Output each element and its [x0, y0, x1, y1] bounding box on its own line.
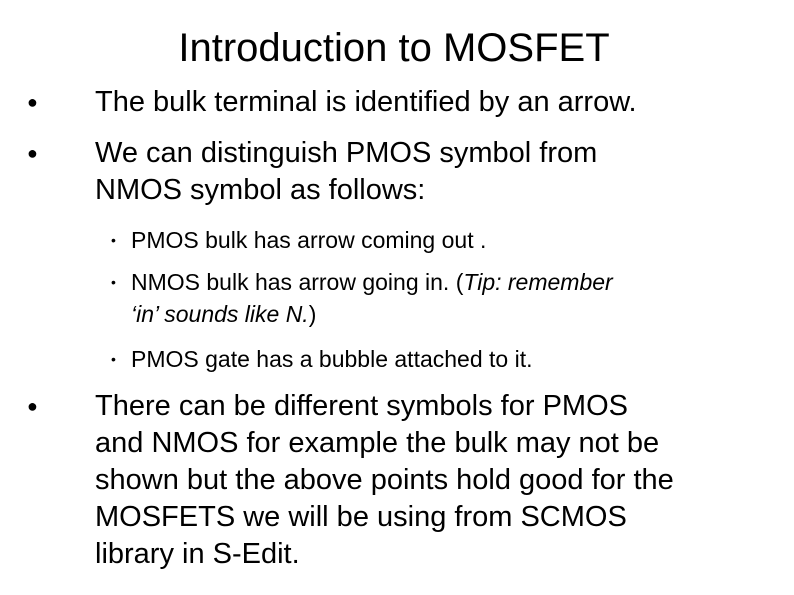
- sub-bullet-text-line: [131, 298, 751, 330]
- slide-title: Introduction to MOSFET: [178, 26, 610, 70]
- sub-bullet-text: PMOS bulk has arrow coming out .: [131, 227, 487, 253]
- sub-bullet-item-2: [111, 266, 751, 330]
- sub-bullet-glyph: •: [111, 232, 116, 248]
- bullet-text-line: shown but the above points hold good for the: [95, 464, 674, 496]
- bullet-glyph: ●: [27, 92, 38, 112]
- bullet-text-line: There can be different symbols for PMOS: [95, 390, 628, 422]
- tip-text: : remember: [495, 269, 613, 295]
- bullet-item-2: [27, 135, 775, 209]
- tip-text: ‘in’ sounds like N.: [131, 301, 309, 327]
- sub-bullet-glyph: •: [111, 274, 116, 290]
- bullet-text: The bulk terminal is identified by an arrow.: [95, 86, 637, 118]
- sub-bullet-item-1: [111, 224, 751, 256]
- bullet-glyph: ●: [27, 143, 38, 163]
- sub-bullet-item-3: [111, 343, 751, 375]
- bullet-text-line: MOSFETS we will be using from SCMOS: [95, 501, 627, 533]
- sub-bullet-glyph: •: [111, 351, 116, 367]
- sub-bullet-text: NMOS bulk has arrow going in. (: [131, 269, 464, 295]
- sub-bullet-text: ): [308, 301, 317, 327]
- tip-label: Tip: [463, 269, 496, 295]
- bullet-item-3: [27, 388, 775, 573]
- bullet-text-line: library in S-Edit.: [95, 538, 300, 570]
- bullet-text-line: We can distinguish PMOS symbol from: [95, 137, 598, 169]
- sub-bullet-text: PMOS gate has a bubble attached to it.: [131, 346, 533, 372]
- sub-bullet-text-line: [131, 266, 751, 298]
- bullet-text-line: and NMOS for example the bulk may not be: [95, 427, 660, 459]
- bullet-item-1: [27, 84, 775, 121]
- bullet-glyph: ●: [27, 396, 38, 416]
- bullet-text-line: NMOS symbol as follows:: [95, 174, 426, 206]
